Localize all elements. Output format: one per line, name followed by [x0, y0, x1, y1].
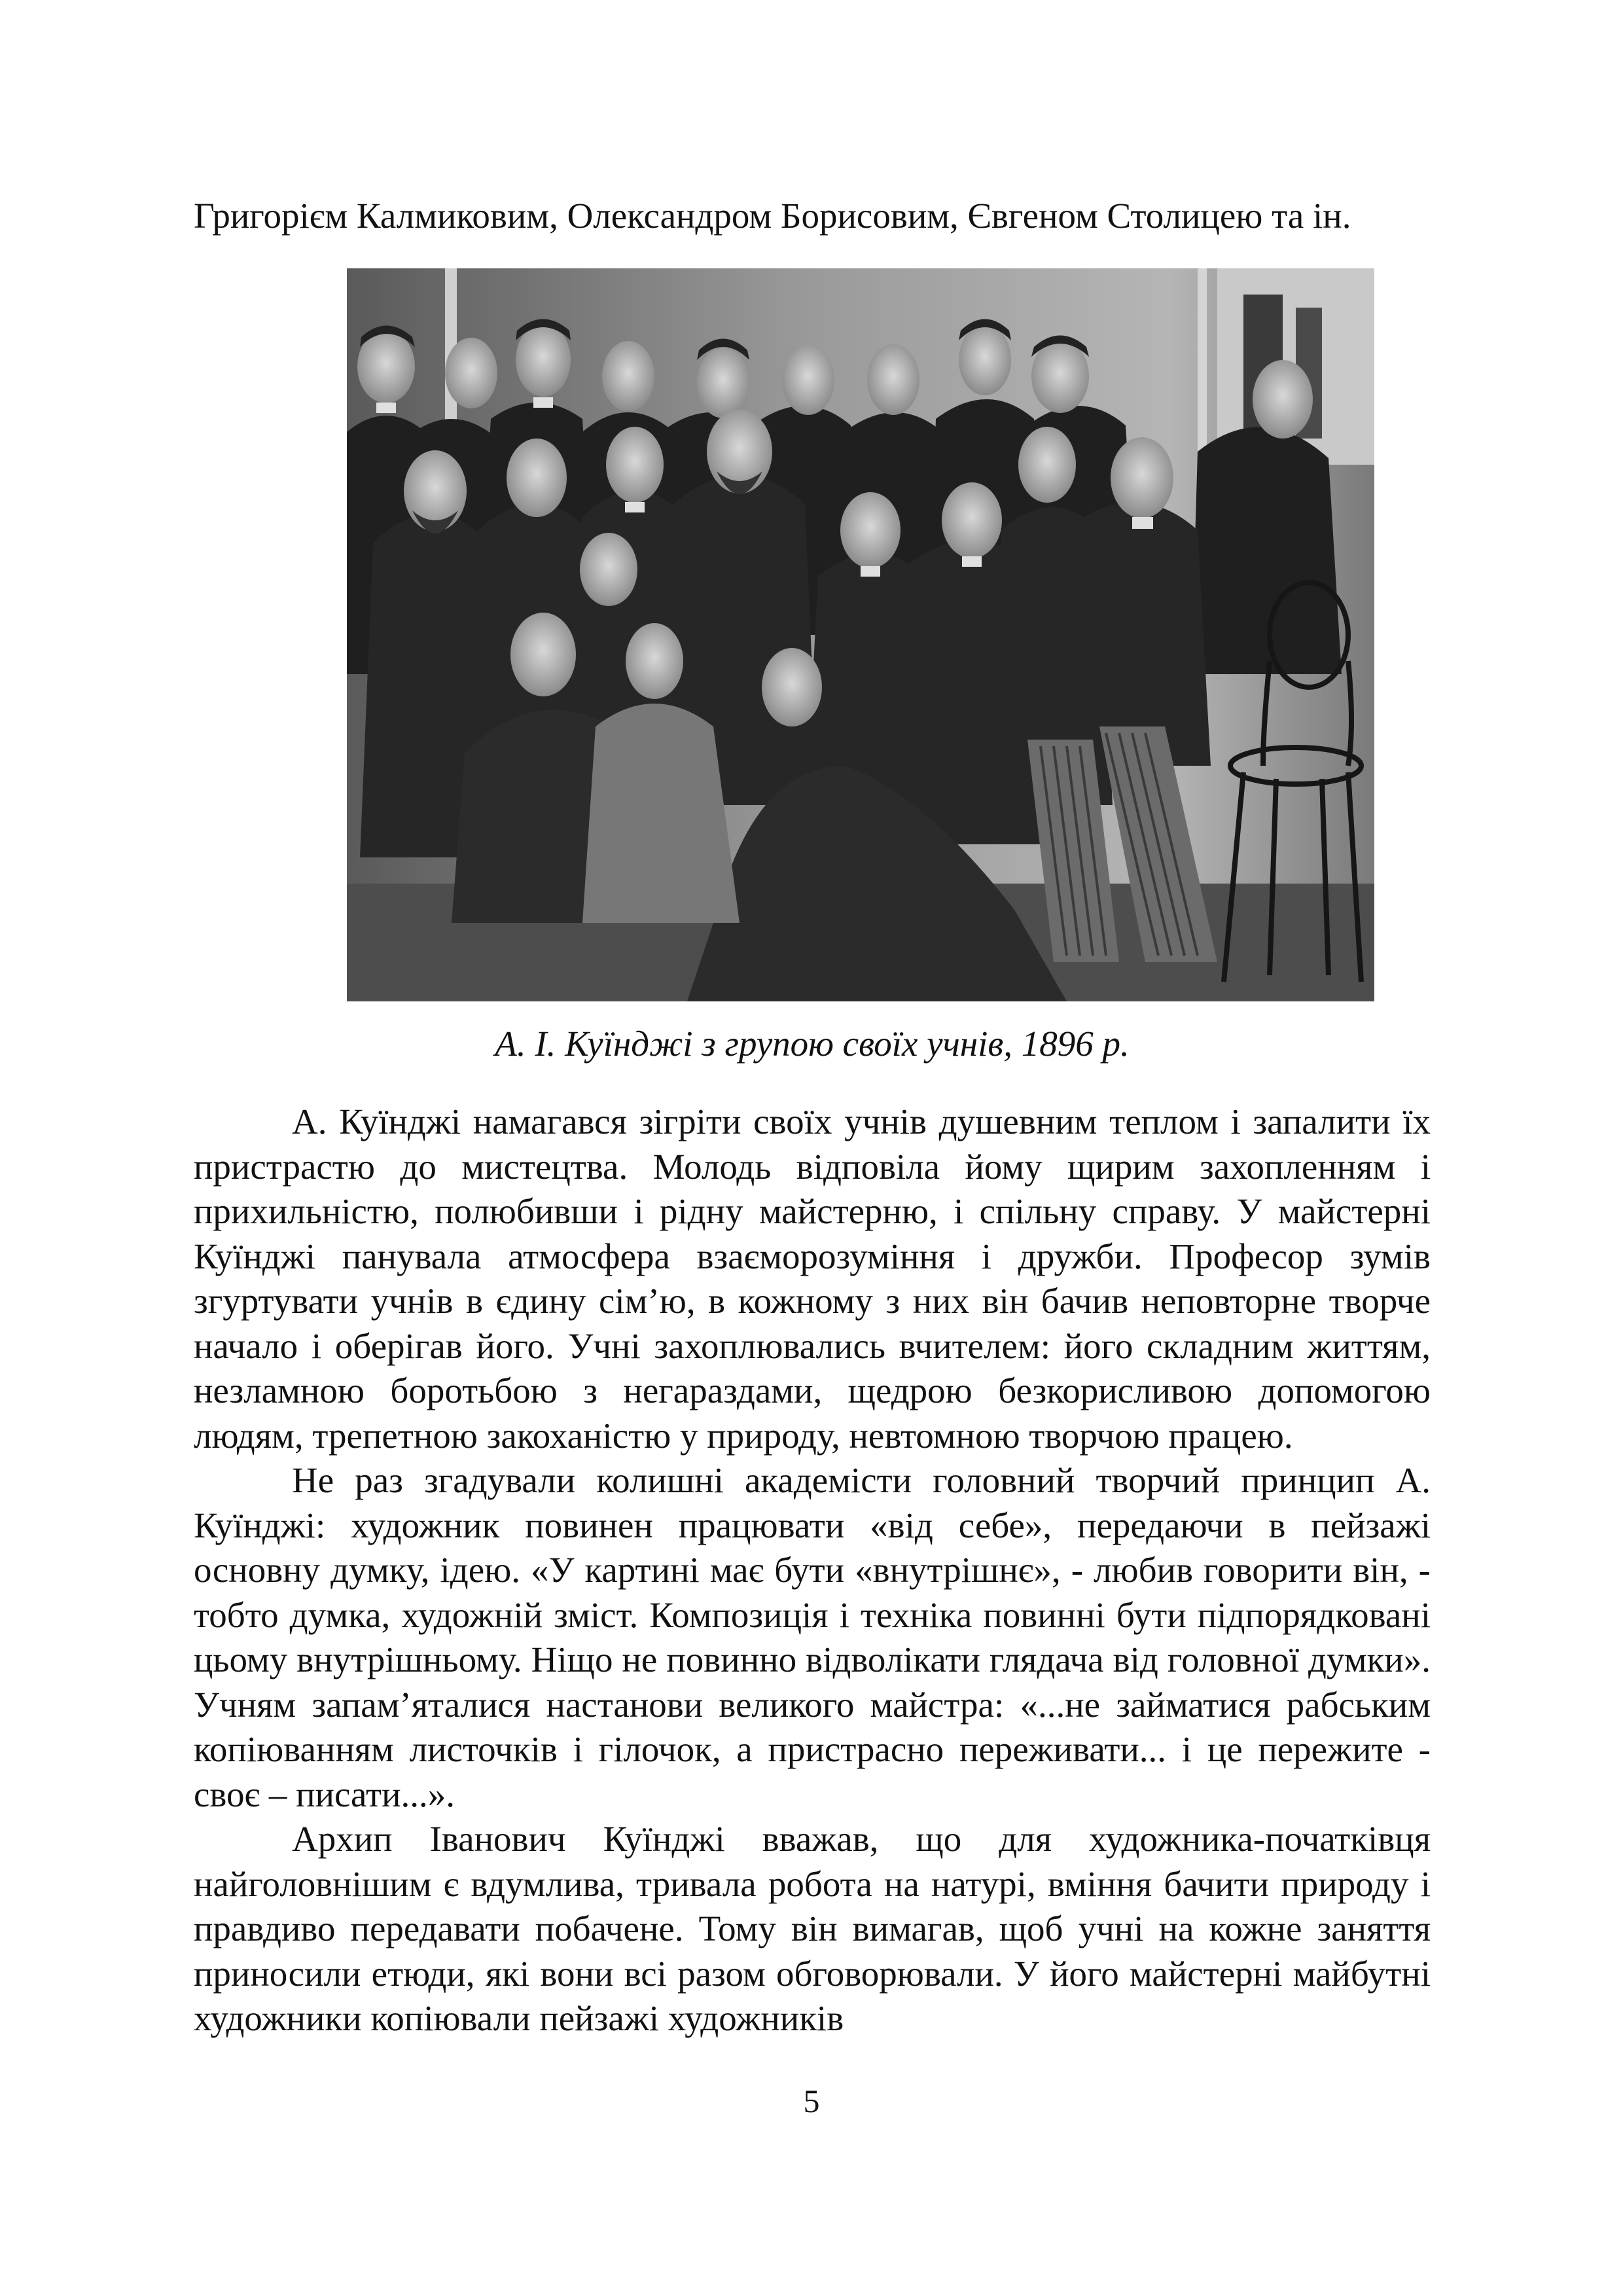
continued-text-line: Григорієм Калмиковим, Олександром Борисовим, Євгеном Столицею та ін. — [194, 196, 1351, 236]
figure-caption: А. І. Куїнджі з групою своїх учнів, 1896 р. — [495, 1024, 1130, 1064]
paragraph: А. Куїнджі намагався зігріти своїх учнів душевним теплом і запалити їх пристрастю до мистецтва. Молодь відповіла йому щирим захопленням і прихильністю, полюбивши і рідну майстерню, і спільну справу. У майстерні Куїнджі панувала атмосфера взаєморозуміння і дружби. Професор зумів згуртувати учнів в єдину сім’ю, в кожному з них він бачив неповторне творче начало і оберігав його. Учні захоплювались вчителем: його складним життям, незламною боротьбою з негараздами, щедрою безкорисливою допомогою людям, трепетною закоханістю у природу, невтомною творчою працею. — [194, 1102, 1431, 1456]
page-number: 5 — [803, 2083, 820, 2119]
photo-image — [347, 268, 1374, 1001]
group-portrait-photo — [347, 268, 1374, 1001]
paragraph: Архип Іванович Куїнджі вважав, що для художника-початківця найголовнішим є вдумлива, тривала робота на натурі, вміння бачити природу і правдиво передавати побачене. Тому він вимагав, щоб учні на кожне заняття приносили етюди, які вони всі разом обговорювали. У його майстерні майбутні художники копіювали пейзажі художників — [194, 1819, 1431, 2038]
body-text — [194, 1100, 1431, 2041]
paragraph: Не раз згадували колишні академісти головний творчий принцип А. Куїнджі: художник повинен працювати «від себе», передаючи в пейзажі основну думку, ідею. «У картині має бути «внутрішнє», - любив говорити він, - тобто думка, художній зміст. Композиція і техніка повинні бути підпорядковані цьому внутрішньому. Ніщо не повинно відволікати глядача від головної думки». Учням запам’яталися настанови великого майстра: «...не займатися рабським копіюванням листочків і гілочок, а пристрасно переживати... і це пережите - своє – писати...». — [194, 1460, 1431, 1814]
